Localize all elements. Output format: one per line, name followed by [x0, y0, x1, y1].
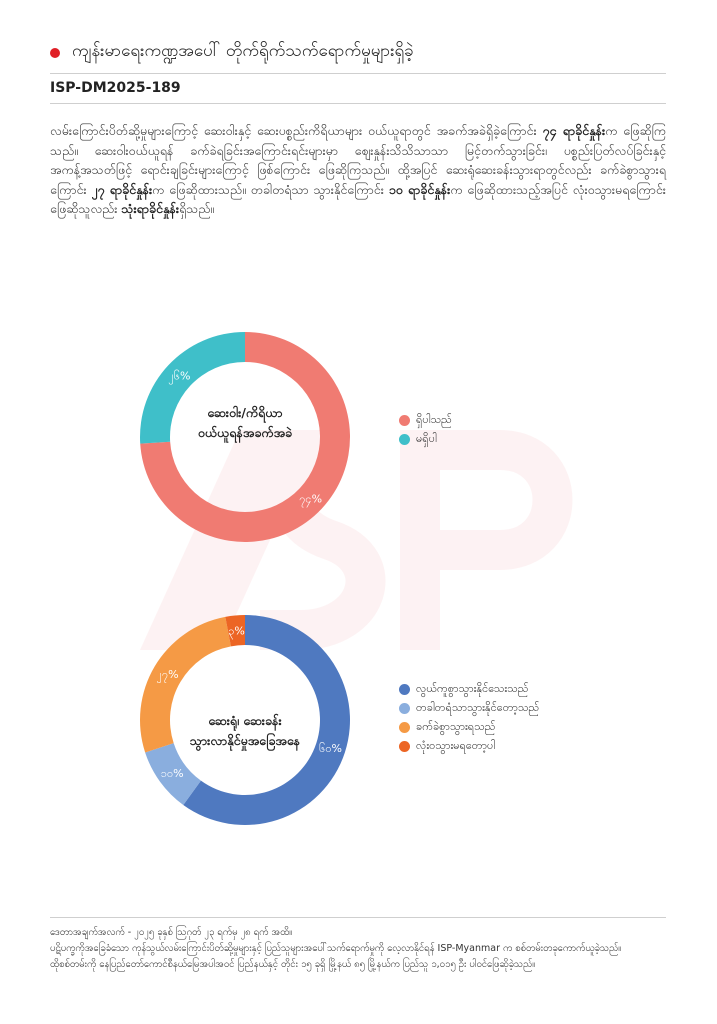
legend-item	[399, 718, 539, 737]
legend-swatch	[399, 703, 410, 714]
slice-value-label: ၃%	[228, 624, 245, 638]
center-label-line: ဝယ်ယူရန်အခက်အခဲ	[197, 425, 293, 440]
summary-text: က ဖြေဆိုထားသည်။ တခါတရံသာ သွားနိုင်ကြောင်း	[152, 181, 389, 197]
legend-swatch	[399, 415, 410, 426]
slice-value-label: ၂၇%	[156, 668, 179, 682]
footer-line: ထိုစစ်တမ်းကို နေပြည်တော်ကောင်စီနယ်မြေအပါအဝင် ပြည်နယ်နှင့် တိုင်း ၁၅ ခုရှိ မြို့နယ် ၈၅ မြို့နယ်က ပြည်သူ ၁,၀၁၅ ဦး ပါဝင်ဖြေဆိုခဲ့သည်။	[50, 959, 536, 970]
chart-legend	[399, 680, 539, 756]
legend-label: မရှိပါ	[416, 431, 437, 445]
page-header	[50, 40, 666, 65]
legend-item	[399, 737, 539, 756]
legend-item	[399, 699, 539, 718]
summary-highlight: ၂၇ ရာခိုင်နှုန်း	[91, 181, 153, 197]
summary-text: က ဖြေဆိုထားသည့်အပြင် လုံးဝသွားမရကြောင်း ဖြေဆိုသူလည်း	[50, 181, 666, 216]
legend-label: ရှိပါသည်	[416, 412, 452, 426]
divider	[50, 103, 666, 104]
slice-value-label: ၇၄%	[299, 492, 323, 506]
center-label-line: ဆေးရုံ၊ ဆေးခန်း	[208, 713, 282, 728]
legend-label: တခါတရံသာသွားနိုင်တော့သည်	[416, 700, 540, 714]
slice-value-label: ၁၀%	[160, 766, 184, 780]
donut-center-label	[160, 403, 330, 443]
summary-paragraph	[50, 121, 666, 219]
legend-swatch	[399, 434, 410, 445]
slice-value-label: ၂၆%	[168, 369, 191, 383]
summary-text: လမ်းကြောင်းပိတ်ဆို့မှုများကြောင့် ဆေးဝါးနှင့် ဆေးပစ္စည်းကိရိယာများ ဝယ်ယူရာတွင် အခက်အခဲရှိခဲ့ကြောင်း	[50, 123, 543, 138]
donut-center-label	[160, 711, 330, 751]
document-id: ISP-DM2025-189	[50, 80, 181, 96]
summary-highlight: ၁၀ ရာခိုင်နှုန်း	[388, 181, 451, 197]
legend-label: ခက်ခဲစွာသွားရသည်	[416, 719, 496, 733]
divider	[50, 73, 666, 74]
slice-value-label: ၆၀%	[319, 741, 343, 755]
red-bullet-icon	[50, 48, 60, 58]
legend-swatch	[399, 684, 410, 695]
footer-notes	[50, 925, 666, 973]
page-title: ကျန်းမာရေးကဏ္ဍအပေါ် တိုက်ရိုက်သက်ရောက်မှုများရှိခဲ့	[72, 41, 414, 61]
chart-legend	[399, 411, 452, 449]
legend-label: လွယ်ကူစွာသွားနိုင်သေးသည်	[416, 681, 529, 695]
legend-item	[399, 411, 452, 430]
center-label-line: သွားလာနိုင်မှုအခြေအနေ	[189, 733, 301, 748]
summary-highlight: ၇၄ ရာခိုင်နှုန်း	[542, 123, 606, 138]
legend-item	[399, 430, 452, 449]
legend-swatch	[399, 722, 410, 733]
divider	[50, 917, 666, 918]
legend-item	[399, 680, 539, 699]
center-label-line: ဆေးဝါး/ကိရိယာ	[207, 405, 283, 420]
footer-line: ပဋိပက္ခကိုအခြေခံသော ကုန်သွယ်လမ်းကြောင်းပိတ်ဆို့မှုများနှင့် ပြည်သူများအပေါ်သက်ရောက်မှုကို လေ့လာနိုင်ရန် ISP-Myanmar က စစ်တမ်းတခုကောက်ယူခဲ့သည်။	[50, 943, 622, 954]
legend-label: လုံးဝသွားမရတော့ပါ	[416, 738, 496, 752]
summary-text: ရှိသည်။	[179, 201, 215, 216]
summary-highlight: သုံးရာခိုင်နှုန်း	[121, 201, 180, 216]
legend-swatch	[399, 741, 410, 752]
footer-line: ဒေတာအချက်အလက် - ၂၀၂၅ ခုနှစ် ဩဂုတ် ၂၃ ရက်မှ ၂၈ ရက် အထိ။	[50, 927, 293, 938]
summary-text: က ဖြေဆိုကြသည်။ ဆေးဝါးဝယ်ယူရန် ခက်ခဲရခြင်းအကြောင်းရင်းများမှာ ဈေးနှုန်းသိသိသာသာ မြင့်တက်သွားခြင်း၊ ပစ္စည်းပြတ်လပ်ခြင်းနှင့် အကန့်အသတ်ဖြင့် ရောင်းချခြင်းများကြောင့် ဖြစ်ကြောင်း ဖြေဆိုကြသည်။ ထို့အပြင် ဆေးရုံဆေးခန်းသွားရာတွင်လည်း ခက်ခဲစွာသွားရကြောင်း	[50, 123, 666, 197]
